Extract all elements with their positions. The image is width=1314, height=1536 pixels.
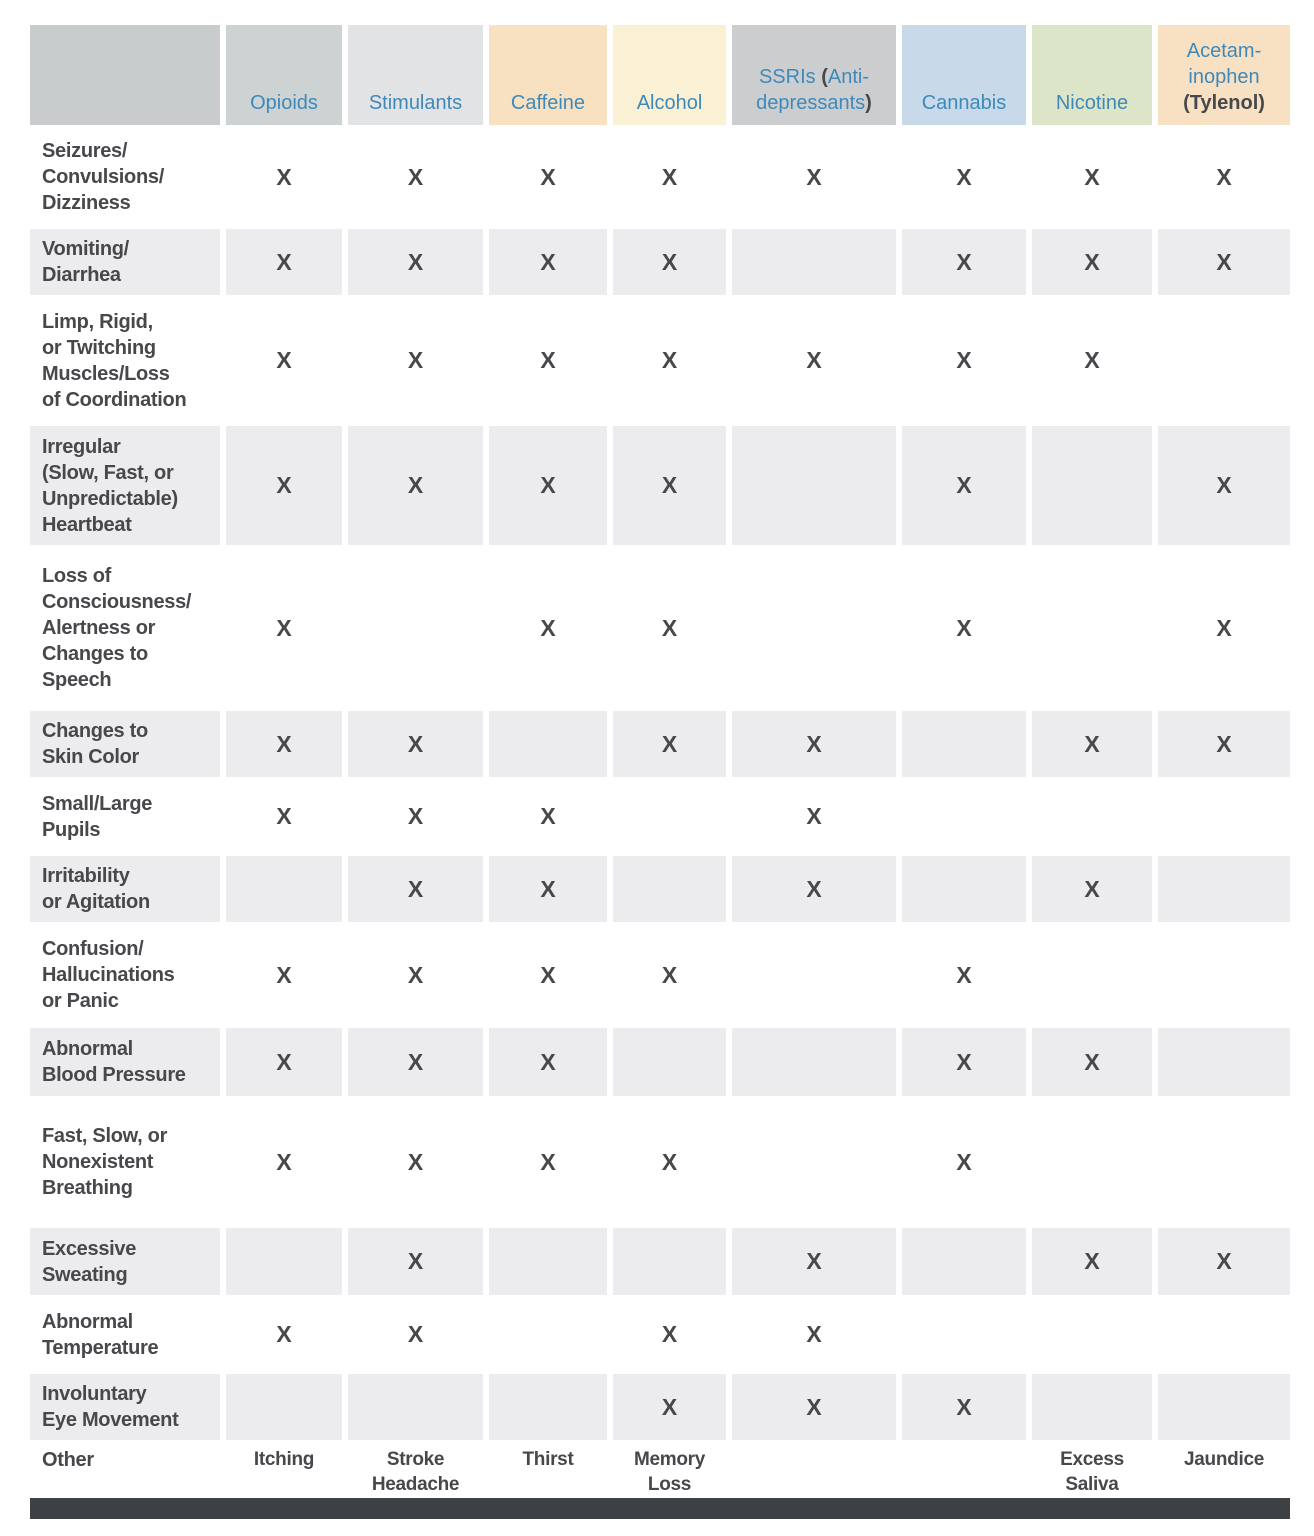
row-label-line: Consciousness/ [42,591,192,613]
x-mark-confusion-alcohol: X [661,961,678,988]
table-cell-loss-of-consciousness-stimulants [348,551,483,705]
table-cell-skin-color-cannabis [902,711,1026,777]
row-label-line: Diarrhea [42,264,121,286]
other-symptom-line: Excess [1060,1449,1124,1470]
header-text-segment: ) [865,92,872,114]
row-label-line: or Panic [42,990,119,1012]
x-mark-confusion-stimulants: X [407,961,424,988]
column-header-line [1183,90,1265,116]
column-header-opioids [226,25,342,125]
row-label-line: Seizures/ [42,140,128,162]
column-header-alcohol [613,25,726,125]
x-mark-vomiting-alcohol: X [613,229,726,295]
column-header-line [511,90,585,116]
row-label-line: Changes to [42,643,148,665]
x-mark-vomiting-acetaminophen: X [1158,229,1290,295]
row-label-blood-pressure [30,1028,220,1096]
table-cell-confusion-ssris [732,928,896,1022]
row-label-skin-color [30,711,220,777]
x-mark-irregular-heartbeat-acetaminophen: X [1158,426,1290,545]
header-text-segment: inophen [1188,66,1260,88]
row-label-line: Muscles/Loss [42,362,170,385]
x-mark-limp-rigid-muscles-alcohol: X [661,347,678,373]
table-cell-confusion-acetaminophen [1158,928,1290,1022]
x-mark-vomiting-stimulants: X [348,229,483,295]
table-cell-skin-color-caffeine [489,711,607,777]
column-header-line [922,90,1007,116]
table-cell-other-cannabis [902,1446,1026,1496]
x-mark-skin-color-acetaminophen: X [1158,711,1290,777]
x-mark-irritability-stimulants: X [348,856,483,922]
row-label-sweating [30,1228,220,1295]
header-text-segment: Anti- [827,66,870,88]
row-label-loss-of-consciousness [30,551,220,705]
table-cell-sweating-cannabis [902,1228,1026,1295]
x-mark-seizures-acetaminophen: X [1216,163,1232,190]
row-label-pupils [30,783,220,850]
column-header-line [250,90,318,116]
row-label-limp-rigid-muscles [30,301,220,420]
row-label-line: Involuntary [42,1383,147,1405]
table-cell-irritability-acetaminophen [1158,856,1290,922]
row-label-other [30,1446,220,1496]
x-mark-vomiting-caffeine: X [489,229,607,295]
x-mark-sweating-nicotine: X [1032,1228,1152,1295]
table-cell-vomiting-ssris [732,229,896,295]
x-mark-breathing-cannabis: X [956,1148,972,1175]
table-cell-eye-movement-caffeine [489,1374,607,1440]
column-header-acetaminophen [1158,25,1290,125]
x-mark-vomiting-cannabis: X [902,229,1026,295]
row-label-line: Irregular [42,435,121,458]
table-cell-temperature-nicotine [1032,1301,1152,1368]
x-mark-irregular-heartbeat-opioids: X [226,426,342,545]
x-mark-limp-rigid-muscles-ssris: X [806,347,822,373]
table-cell-other-stimulants [348,1446,483,1496]
table-cell-sweating-caffeine [489,1228,607,1295]
x-mark-limp-rigid-muscles-nicotine: X [1084,347,1100,373]
x-mark-pupils-opioids: X [276,803,292,829]
table-cell-temperature-cannabis [902,1301,1026,1368]
x-mark-loss-of-consciousness-alcohol: X [661,614,678,641]
row-label-irritability [30,856,220,922]
table-cell-confusion-nicotine [1032,928,1152,1022]
row-label-line: Eye Movement [42,1409,179,1431]
x-mark-irregular-heartbeat-stimulants: X [348,426,483,545]
column-header-nicotine [1032,25,1152,125]
other-symptom-line: Jaundice [1184,1449,1264,1470]
row-label-line: Alertness or [42,617,156,639]
row-label-line: Confusion/ [42,938,144,960]
table-corner-cell [30,25,220,125]
table-cell-other-alcohol [613,1446,726,1496]
x-mark-sweating-stimulants: X [348,1228,483,1295]
x-mark-seizures-cannabis: X [956,163,972,190]
x-mark-sweating-acetaminophen: X [1158,1228,1290,1295]
row-label-line: Abnormal [42,1038,133,1060]
x-mark-irritability-nicotine: X [1032,856,1152,922]
column-header-line [1187,38,1261,64]
column-header-line [756,90,872,116]
x-mark-limp-rigid-muscles-cannabis: X [956,347,972,373]
row-label-line: Loss of [42,565,112,587]
row-label-line: Irritability [42,865,130,887]
x-mark-breathing-alcohol: X [661,1148,678,1175]
table-cell-limp-rigid-muscles-acetaminophen [1158,301,1290,420]
row-label-line: (Slow, Fast, or [42,461,174,484]
x-mark-temperature-alcohol: X [661,1321,678,1347]
row-label-line: Blood Pressure [42,1064,186,1086]
x-mark-irritability-caffeine: X [489,856,607,922]
x-mark-seizures-stimulants: X [407,163,424,190]
x-mark-skin-color-opioids: X [226,711,342,777]
column-header-line [369,90,462,116]
header-text-segment: Cannabis [921,92,1007,114]
row-label-breathing [30,1102,220,1222]
table-cell-eye-movement-nicotine [1032,1374,1152,1440]
table-cell-eye-movement-stimulants [348,1374,483,1440]
row-label-line: Abnormal [42,1310,133,1333]
row-label-line: or Agitation [42,891,150,913]
row-label-irregular-heartbeat [30,426,220,545]
x-mark-temperature-ssris: X [806,1321,822,1347]
x-mark-skin-color-stimulants: X [348,711,483,777]
x-mark-loss-of-consciousness-cannabis: X [956,614,972,641]
row-label-temperature [30,1301,220,1368]
row-label-line: Hallucinations [42,964,175,986]
x-mark-temperature-opioids: X [276,1321,292,1347]
row-label-line: Skin Color [42,746,140,768]
x-mark-breathing-caffeine: X [540,1148,556,1175]
other-symptom-line: Stroke [386,1449,445,1470]
row-label-line: Excessive [42,1237,137,1260]
table-cell-blood-pressure-alcohol [613,1028,726,1096]
row-label-line: Breathing [42,1177,133,1199]
table-cell-temperature-caffeine [489,1301,607,1368]
table-cell-pupils-cannabis [902,783,1026,850]
x-mark-blood-pressure-caffeine: X [489,1028,607,1096]
symptoms-by-substance-table [30,25,1290,1496]
table-cell-temperature-acetaminophen [1158,1301,1290,1368]
x-mark-irregular-heartbeat-caffeine: X [489,426,607,545]
table-cell-breathing-ssris [732,1102,896,1222]
other-symptom-line: Loss [647,1474,692,1495]
x-mark-eye-movement-alcohol: X [613,1374,726,1440]
table-cell-other-opioids [226,1446,342,1496]
row-label-line: Unpredictable) [42,487,178,510]
x-mark-irregular-heartbeat-cannabis: X [902,426,1026,545]
x-mark-confusion-opioids: X [276,961,292,988]
other-symptom-line: Headache [371,1474,460,1495]
column-header-line [1056,90,1128,116]
table-cell-loss-of-consciousness-nicotine [1032,551,1152,705]
x-mark-limp-rigid-muscles-stimulants: X [407,347,424,373]
row-label-eye-movement [30,1374,220,1440]
footer-bar [30,1498,1290,1519]
column-header-line [1188,64,1259,90]
x-mark-limp-rigid-muscles-caffeine: X [540,347,556,373]
x-mark-pupils-caffeine: X [540,803,556,829]
x-mark-eye-movement-ssris: X [732,1374,896,1440]
row-label-line: Sweating [42,1263,128,1286]
column-header-line [759,64,869,90]
row-label-line: Small/Large [42,792,153,815]
table-cell-pupils-acetaminophen [1158,783,1290,850]
x-mark-seizures-ssris: X [806,163,822,190]
table-cell-blood-pressure-ssris [732,1028,896,1096]
row-label-line: Pupils [42,818,101,841]
table-cell-eye-movement-acetaminophen [1158,1374,1290,1440]
x-mark-seizures-nicotine: X [1084,163,1100,190]
x-mark-blood-pressure-cannabis: X [902,1028,1026,1096]
table-cell-other-acetaminophen [1158,1446,1290,1496]
table-cell-loss-of-consciousness-ssris [732,551,896,705]
x-mark-confusion-cannabis: X [956,961,972,988]
header-text-segment: (Tylenol) [1183,92,1265,114]
row-label-line: Nonexistent [42,1151,154,1173]
x-mark-loss-of-consciousness-opioids: X [276,614,292,641]
row-label-line: Limp, Rigid, [42,310,153,333]
table-cell-eye-movement-opioids [226,1374,342,1440]
table-cell-sweating-opioids [226,1228,342,1295]
x-mark-seizures-opioids: X [276,163,292,190]
row-label-line: Changes to [42,720,148,742]
row-label-line: Convulsions/ [42,166,164,188]
row-label-line: Fast, Slow, or [42,1125,168,1147]
x-mark-sweating-ssris: X [732,1228,896,1295]
x-mark-confusion-caffeine: X [540,961,556,988]
x-mark-pupils-stimulants: X [407,803,424,829]
table-cell-pupils-nicotine [1032,783,1152,850]
row-label-line: Temperature [42,1336,159,1359]
other-symptom-line: Saliva [1065,1474,1119,1495]
header-text-segment: Alcohol [636,92,703,114]
x-mark-blood-pressure-nicotine: X [1032,1028,1152,1096]
x-mark-limp-rigid-muscles-opioids: X [276,347,292,373]
column-header-cannabis [902,25,1026,125]
table-cell-other-ssris [732,1446,896,1496]
x-mark-irritability-ssris: X [732,856,896,922]
column-header-stimulants [348,25,483,125]
x-mark-seizures-caffeine: X [540,163,556,190]
table-cell-pupils-alcohol [613,783,726,850]
table-cell-irritability-opioids [226,856,342,922]
x-mark-loss-of-consciousness-acetaminophen: X [1216,614,1232,641]
x-mark-temperature-stimulants: X [407,1321,424,1347]
x-mark-irregular-heartbeat-alcohol: X [613,426,726,545]
header-text-segment: depressants [756,92,866,114]
x-mark-vomiting-opioids: X [226,229,342,295]
row-label-line: Speech [42,669,112,691]
table-cell-sweating-alcohol [613,1228,726,1295]
table-cell-irregular-heartbeat-ssris [732,426,896,545]
row-label-seizures [30,131,220,223]
header-text-segment: Caffeine [510,92,586,114]
other-symptom-line: Thirst [522,1449,574,1470]
row-label-line: Dizziness [42,192,131,214]
x-mark-eye-movement-cannabis: X [902,1374,1026,1440]
column-header-line [637,90,703,116]
x-mark-blood-pressure-stimulants: X [348,1028,483,1096]
header-text-segment: Nicotine [1055,92,1129,114]
table-cell-other-caffeine [489,1446,607,1496]
x-mark-breathing-stimulants: X [407,1148,424,1175]
header-text-segment: Stimulants [368,92,463,114]
x-mark-skin-color-nicotine: X [1032,711,1152,777]
column-header-caffeine [489,25,607,125]
header-text-segment: SSRIs [758,66,822,88]
row-label-line: of Coordination [42,388,187,411]
x-mark-seizures-alcohol: X [661,163,678,190]
x-mark-skin-color-alcohol: X [613,711,726,777]
table-cell-irritability-cannabis [902,856,1026,922]
x-mark-blood-pressure-opioids: X [226,1028,342,1096]
table-cell-irregular-heartbeat-nicotine [1032,426,1152,545]
header-text-segment: Opioids [250,92,318,114]
row-label-line: Heartbeat [42,513,132,536]
table-cell-breathing-nicotine [1032,1102,1152,1222]
header-text-segment: ( [821,66,828,88]
row-label-line: Vomiting/ [42,238,129,260]
row-label-line: or Twitching [42,336,156,359]
table-cell-irritability-alcohol [613,856,726,922]
x-mark-vomiting-nicotine: X [1032,229,1152,295]
row-label-vomiting [30,229,220,295]
row-label-line: Other [42,1449,94,1471]
table-cell-other-nicotine [1032,1446,1152,1496]
other-symptom-line: Memory [633,1449,706,1470]
x-mark-pupils-ssris: X [806,803,822,829]
table-cell-blood-pressure-acetaminophen [1158,1028,1290,1096]
x-mark-breathing-opioids: X [276,1148,292,1175]
header-text-segment: Acetam- [1186,40,1262,62]
column-header-ssris [732,25,896,125]
table-cell-breathing-acetaminophen [1158,1102,1290,1222]
other-symptom-line: Itching [253,1449,315,1470]
x-mark-skin-color-ssris: X [732,711,896,777]
row-label-confusion [30,928,220,1022]
x-mark-loss-of-consciousness-caffeine: X [540,614,556,641]
